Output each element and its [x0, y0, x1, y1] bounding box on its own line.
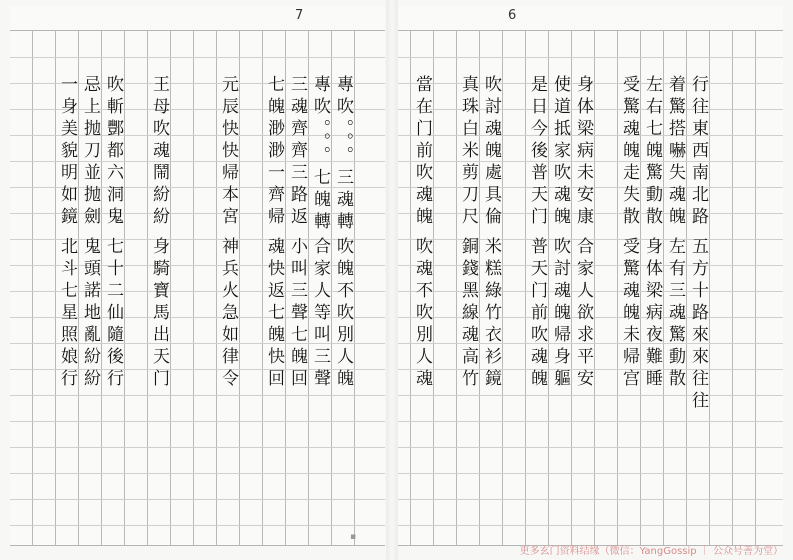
right-lower-text-column: 銅錢黑線魂高竹	[458, 237, 478, 391]
grid-horizontal-line	[10, 421, 385, 422]
right-lower-text-column: 受驚魂魄未帰宫	[619, 237, 639, 391]
left-lower-text-column: 魂快返七魄快回	[264, 237, 284, 391]
right-lower-text-column: 吹魂不吹別人魂	[412, 237, 432, 391]
grid-horizontal-line	[10, 447, 385, 448]
right-upper-text-column: 受驚魂魄走失散	[619, 75, 639, 229]
grid-horizontal-line	[10, 525, 385, 526]
right-upper-text-column: 是日今後普天门	[527, 75, 547, 229]
left-upper-text-column: 忌上抛刀並抛劍	[80, 75, 100, 229]
right-upper-text-column: 行往東西南北路	[688, 75, 708, 229]
book-spine	[386, 0, 398, 560]
right-upper-text-column: 當在门前吹魂魄	[412, 75, 432, 229]
left-upper-text-column: 專吹。。。七魄轉	[310, 75, 330, 234]
left-lower-text-column: 七十二仙隨後行	[103, 237, 123, 391]
right-lower-text-column: 左有三魂驚動散	[665, 237, 685, 391]
left-page	[10, 6, 385, 546]
left-upper-text-column: 七魄渺渺一齊帰	[264, 75, 284, 229]
right-upper-text-column: 吹討魂魄處具倫	[481, 75, 501, 229]
right-lower-text-column: 普天门前吹魂魄	[527, 237, 547, 391]
grid-horizontal-line	[398, 395, 783, 396]
grid-horizontal-line	[10, 395, 385, 396]
left-lower-text-column: 身騎寶馬出天门	[149, 237, 169, 391]
grid-horizontal-line	[10, 57, 385, 58]
scan-mark: ▪	[350, 532, 357, 542]
watermark-footer: 更多玄门资料结缘（微信：YangGossip ｜ 公众号善为堂）	[519, 546, 783, 557]
right-lower-text-column: 身体梁病夜難睡	[642, 237, 662, 391]
grid-horizontal-line	[398, 525, 783, 526]
grid-horizontal-line	[10, 499, 385, 500]
right-lower-text-column: 五方十路來來往往	[688, 237, 708, 413]
grid-horizontal-line	[398, 57, 783, 58]
right-lower-text-column: 米糕綠竹衣衫鏡	[481, 237, 501, 391]
left-upper-text-column: 王母吹魂鬧紛紛	[149, 75, 169, 229]
right-upper-text-column: 着驚搭嚇失魂魄	[665, 75, 685, 229]
grid-horizontal-line	[398, 499, 783, 500]
left-page-grid	[10, 30, 385, 546]
left-page-number: 7	[295, 8, 304, 23]
left-lower-text-column: 小叫三聲七魄回	[287, 237, 307, 391]
left-lower-text-column: 吹魄不吹別人魄	[333, 237, 353, 391]
right-upper-text-column: 身体梁病未安康	[573, 75, 593, 229]
grid-horizontal-line	[398, 447, 783, 448]
left-upper-text-column: 一身美貌明如鏡	[57, 75, 77, 229]
left-upper-text-column: 三魂齊齊三路返	[287, 75, 307, 229]
right-upper-text-column: 真珠白米剪刀尺	[458, 75, 478, 229]
grid-horizontal-line	[10, 473, 385, 474]
right-upper-text-column: 使道抵家吹魂魄	[550, 75, 570, 229]
right-page-grid	[398, 30, 783, 546]
right-page-number: 6	[508, 8, 517, 23]
left-lower-text-column: 鬼頭諾地亂紛紛	[80, 237, 100, 391]
left-upper-text-column: 吹斬酆都六洞鬼	[103, 75, 123, 229]
right-lower-text-column: 合家人欲求平安	[573, 237, 593, 391]
left-upper-text-column: 元辰快快帰本宮	[218, 75, 238, 229]
grid-horizontal-line	[398, 421, 783, 422]
left-lower-text-column: 神兵火急如律令	[218, 237, 238, 391]
left-lower-text-column: 北斗七星照娘行	[57, 237, 77, 391]
left-upper-text-column: 專吹。。。三魂轉	[333, 75, 353, 234]
right-lower-text-column: 吹討魂魄帰身軀	[550, 237, 570, 391]
grid-horizontal-line	[398, 473, 783, 474]
right-page	[398, 6, 783, 546]
right-upper-text-column: 左右七魄驚動散	[642, 75, 662, 229]
left-lower-text-column: 合家人等叫三聲	[310, 237, 330, 391]
